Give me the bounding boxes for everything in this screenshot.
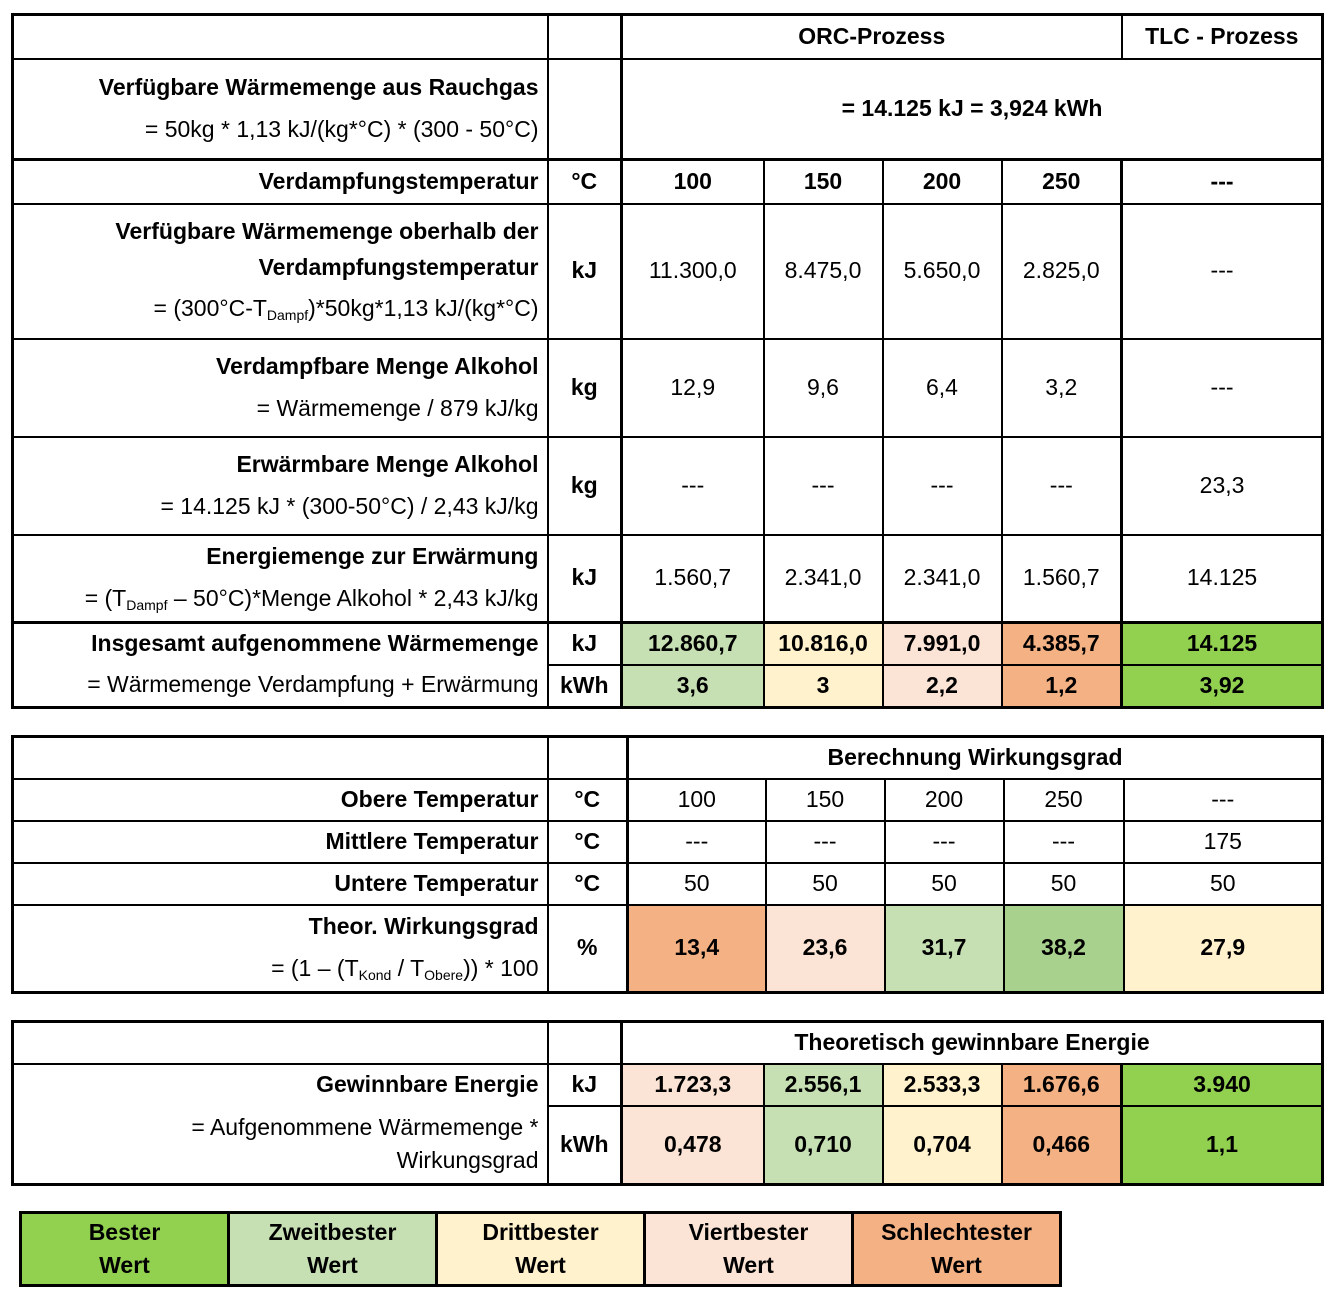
energy-heating-value: 14.125 xyxy=(1122,535,1323,623)
evap-temp-label: Verdampfungstemperatur xyxy=(13,160,548,204)
evap-temp-value: 250 xyxy=(1002,160,1122,204)
middle-temp-value: --- xyxy=(628,821,766,863)
empty-unit-header xyxy=(548,1022,622,1064)
upper-temp-value: 200 xyxy=(885,779,1004,821)
evap-temp-unit: °C xyxy=(548,160,622,204)
energy-kj-value: 1.723,3 xyxy=(622,1064,764,1106)
legend-third-best: Drittbester Wert xyxy=(438,1214,646,1284)
total-heat-kwh-value: 1,2 xyxy=(1002,665,1122,708)
evap-alcohol-value: 3,2 xyxy=(1002,339,1122,437)
efficiency-value: 31,7 xyxy=(885,905,1004,993)
middle-temp-value: 175 xyxy=(1124,821,1323,863)
lower-temp-value: 50 xyxy=(1124,863,1323,905)
total-heat-kwh-value: 3,6 xyxy=(622,665,764,708)
empty-corner xyxy=(13,15,548,59)
evap-alcohol-value: --- xyxy=(1122,339,1323,437)
heatable-alcohol-value: --- xyxy=(764,437,883,535)
evap-temp-value: 200 xyxy=(883,160,1002,204)
evap-alcohol-unit: kg xyxy=(548,339,622,437)
heatable-alcohol-label: Erwärmbare Menge Alkohol = 14.125 kJ * (300-50°C) / 2,43 kJ/kg xyxy=(13,437,548,535)
empty-corner xyxy=(13,1022,548,1064)
middle-temp-value: --- xyxy=(766,821,885,863)
upper-temp-value: 150 xyxy=(766,779,885,821)
energy-heating-value: 1.560,7 xyxy=(1002,535,1122,623)
upper-temp-unit: °C xyxy=(548,779,628,821)
heatable-alcohol-value: 23,3 xyxy=(1122,437,1323,535)
heat-above-unit: kJ xyxy=(548,204,622,339)
empty-unit-header xyxy=(548,737,628,779)
middle-temp-label: Mittlere Temperatur xyxy=(13,821,548,863)
empty-unit-header xyxy=(548,15,622,59)
lower-temp-unit: °C xyxy=(548,863,628,905)
efficiency-header: Berechnung Wirkungsgrad xyxy=(628,737,1323,779)
lower-temp-value: 50 xyxy=(766,863,885,905)
upper-temp-label: Obere Temperatur xyxy=(13,779,548,821)
heat-above-value: --- xyxy=(1122,204,1323,339)
energy-kwh-value: 1,1 xyxy=(1122,1106,1323,1185)
evap-temp-value: 150 xyxy=(764,160,883,204)
energy-kj-value: 2.533,3 xyxy=(883,1064,1002,1106)
total-heat-unit-kwh: kWh xyxy=(548,665,622,708)
evap-alcohol-value: 12,9 xyxy=(622,339,764,437)
empty-corner xyxy=(13,737,548,779)
lower-temp-value: 50 xyxy=(628,863,766,905)
legend-second-best: Zweitbester Wert xyxy=(230,1214,438,1284)
empty-unit xyxy=(548,59,622,160)
middle-temp-value: --- xyxy=(885,821,1004,863)
heat-above-value: 2.825,0 xyxy=(1002,204,1122,339)
energy-formula: = Aufgenommene Wärmemenge * Wirkungsgrad xyxy=(13,1106,548,1185)
efficiency-value: 27,9 xyxy=(1124,905,1323,993)
heatable-alcohol-value: --- xyxy=(622,437,764,535)
total-heat-kj-value: 4.385,7 xyxy=(1002,623,1122,665)
total-heat-kj-value: 7.991,0 xyxy=(883,623,1002,665)
evap-alcohol-value: 9,6 xyxy=(764,339,883,437)
heat-above-formula: = $(300^\circ C-T_{Dampf})*50kg*1,13$ kJ/(kg*°C) xyxy=(153,295,539,324)
total-heat-kwh-value: 2,2 xyxy=(883,665,1002,708)
energy-kwh-value: 0,704 xyxy=(883,1106,1002,1185)
legend-fourth-best: Viertbester Wert xyxy=(646,1214,854,1284)
total-heat-kj-value: 14.125 xyxy=(1122,623,1323,665)
heatable-alcohol-value: --- xyxy=(883,437,1002,535)
middle-temp-unit: °C xyxy=(548,821,628,863)
middle-temp-value: --- xyxy=(1004,821,1124,863)
orc-tlc-heat-table xyxy=(11,13,1324,709)
efficiency-table xyxy=(11,735,1324,994)
upper-temp-value: --- xyxy=(1124,779,1323,821)
energy-heating-formula: = ($T_{Dampf}$ – 50°C)*Menge Alkohol * 2,43 kJ/kg xyxy=(84,584,539,613)
heat-above-value: 5.650,0 xyxy=(883,204,1002,339)
evap-alcohol-label: Verdampfbare Menge Alkohol = Wärmemenge / 879 kJ/kg xyxy=(13,339,548,437)
energy-unit-kj: kJ xyxy=(548,1064,622,1106)
energy-table xyxy=(11,1020,1324,1186)
heatable-alcohol-value: --- xyxy=(1002,437,1122,535)
energy-kj-value: 1.676,6 xyxy=(1002,1064,1122,1106)
energy-label: Gewinnbare Energie xyxy=(13,1064,548,1106)
energy-heating-label: Energiemenge zur Erwärmung = ($T_{Dampf}$ – 50°C)*Menge Alkohol * 2,43 kJ/kg xyxy=(13,535,548,623)
heat-available-label: Verfügbare Wärmemenge aus Rauchgas = 50kg * 1,13 kJ/(kg*°C) * (300 - 50°C) xyxy=(13,59,548,160)
energy-heating-value: 2.341,0 xyxy=(883,535,1002,623)
total-heat-unit-kj: kJ xyxy=(548,623,622,665)
heatable-alcohol-unit: kg xyxy=(548,437,622,535)
energy-kwh-value: 0,466 xyxy=(1002,1106,1122,1185)
energy-unit-kwh: kWh xyxy=(548,1106,622,1185)
heat-above-label: Verfügbare Wärmemenge oberhalb der Verdampfungstemperatur = $(300^\circ C-T_{Dampf})*50kg*1,13$ kJ/(kg*°C) xyxy=(13,204,548,339)
energy-heating-unit: kJ xyxy=(548,535,622,623)
heat-above-value: 11.300,0 xyxy=(622,204,764,339)
efficiency-value: 38,2 xyxy=(1004,905,1124,993)
evap-temp-value: --- xyxy=(1122,160,1323,204)
evap-temp-value: 100 xyxy=(622,160,764,204)
tlc-process-header: TLC - Prozess xyxy=(1122,15,1323,59)
energy-heating-value: 2.341,0 xyxy=(764,535,883,623)
lower-temp-value: 50 xyxy=(885,863,1004,905)
total-heat-kwh-value: 3,92 xyxy=(1122,665,1323,708)
heat-above-value: 8.475,0 xyxy=(764,204,883,339)
color-legend xyxy=(19,1211,1062,1287)
legend-best: Bester Wert xyxy=(22,1214,230,1284)
total-heat-label: Insgesamt aufgenommene Wärmemenge xyxy=(13,623,548,665)
energy-kwh-value: 0,710 xyxy=(764,1106,883,1185)
legend-worst: Schlechtester Wert xyxy=(854,1214,1059,1284)
lower-temp-value: 50 xyxy=(1004,863,1124,905)
energy-header: Theoretisch gewinnbare Energie xyxy=(622,1022,1323,1064)
total-heat-kwh-value: 3 xyxy=(764,665,883,708)
evap-alcohol-value: 6,4 xyxy=(883,339,1002,437)
efficiency-formula: = $(1 - (T_{Kond} / T_{Obere})) * 100$ xyxy=(271,954,539,983)
upper-temp-value: 100 xyxy=(628,779,766,821)
efficiency-value: 13,4 xyxy=(628,905,766,993)
total-heat-formula: = Wärmemenge Verdampfung + Erwärmung xyxy=(13,665,548,708)
heat-available-value: = 14.125 kJ = 3,924 kWh xyxy=(622,59,1323,160)
total-heat-kj-value: 12.860,7 xyxy=(622,623,764,665)
lower-temp-label: Untere Temperatur xyxy=(13,863,548,905)
energy-heating-value: 1.560,7 xyxy=(622,535,764,623)
upper-temp-value: 250 xyxy=(1004,779,1124,821)
total-heat-kj-value: 10.816,0 xyxy=(764,623,883,665)
efficiency-label: Theor. Wirkungsgrad = $(1 - (T_{Kond} / T_{Obere})) * 100$ xyxy=(13,905,548,993)
energy-kwh-value: 0,478 xyxy=(622,1106,764,1185)
efficiency-unit: % xyxy=(548,905,628,993)
efficiency-value: 23,6 xyxy=(766,905,885,993)
energy-kj-value: 3.940 xyxy=(1122,1064,1323,1106)
energy-kj-value: 2.556,1 xyxy=(764,1064,883,1106)
orc-process-header: ORC-Prozess xyxy=(622,15,1122,59)
